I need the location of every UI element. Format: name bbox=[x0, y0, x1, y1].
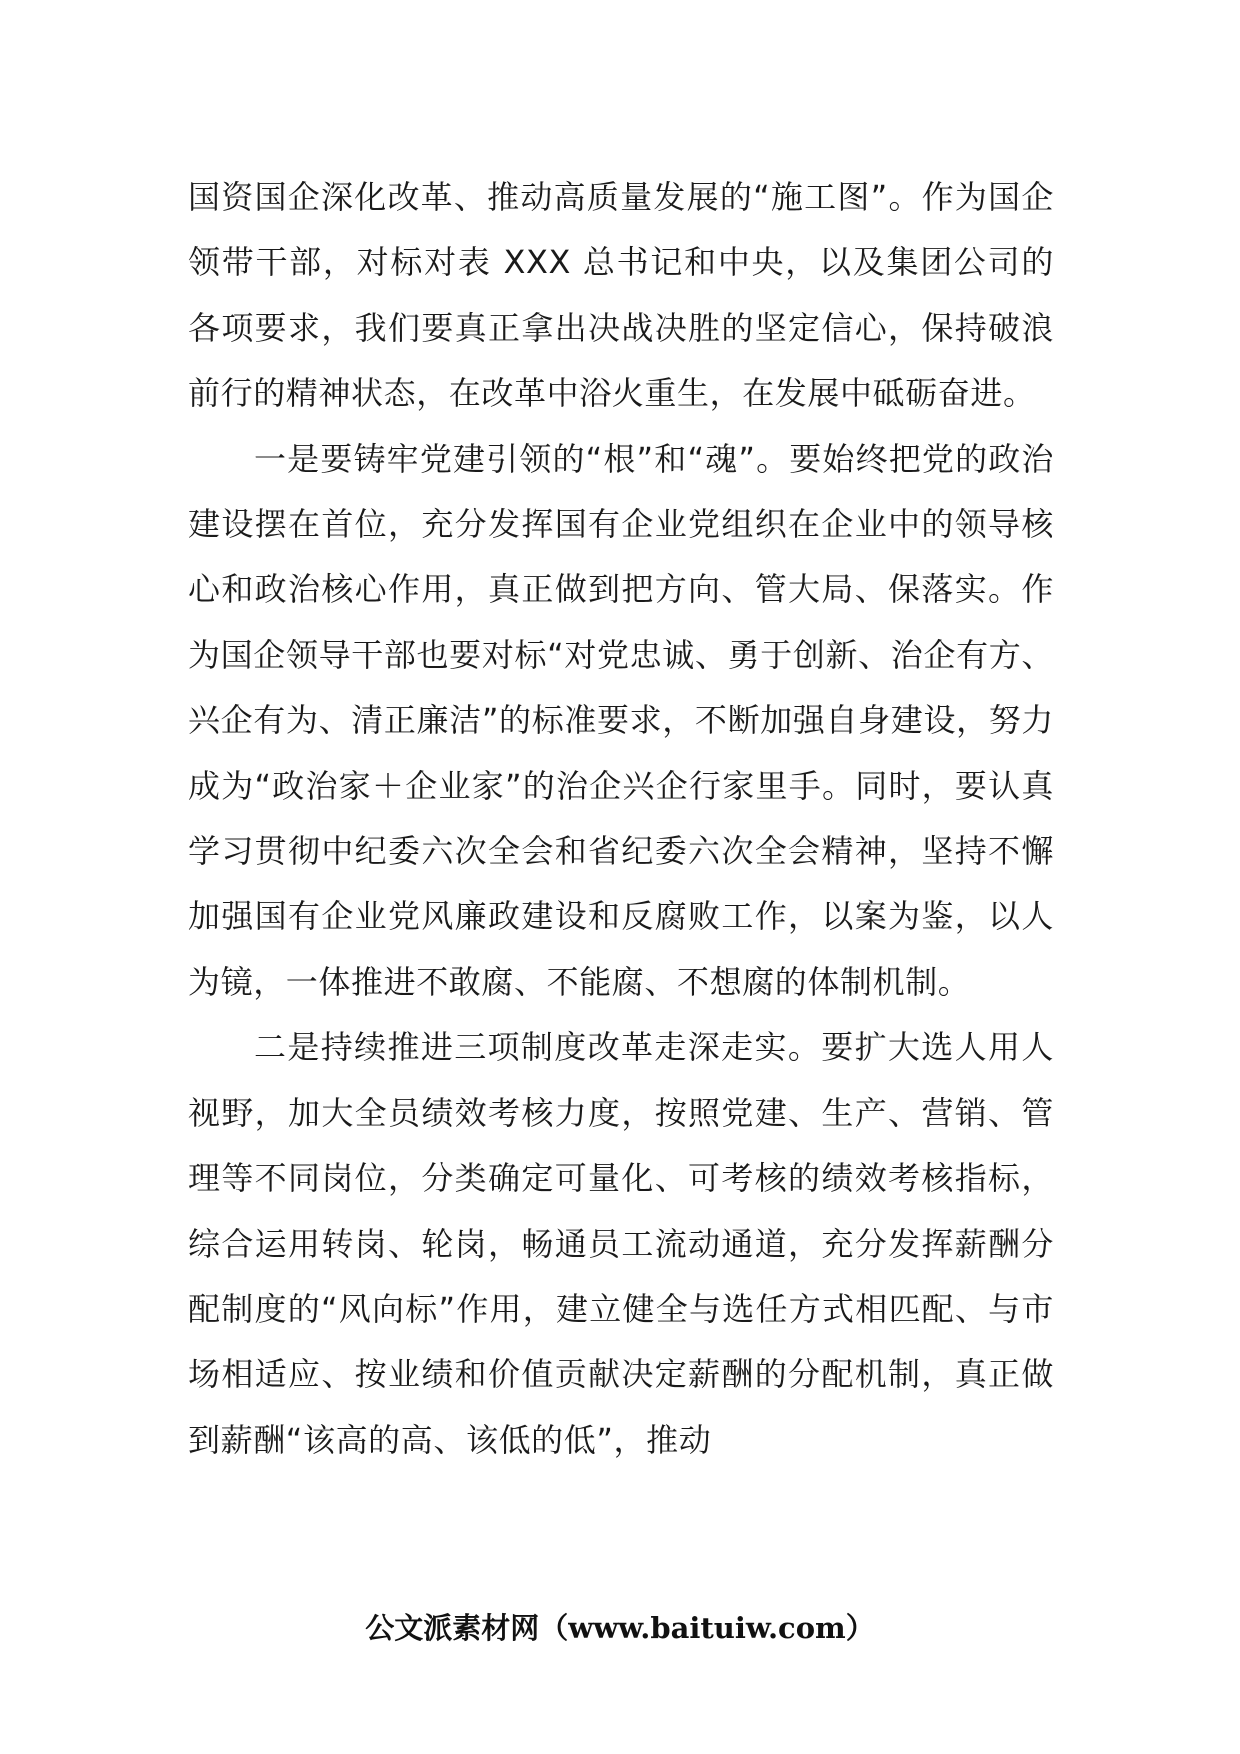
footer-watermark: 公文派素材网（www.baituiw.com） bbox=[365, 1611, 875, 1645]
paragraph-three-systems-reform: 二是持续推进三项制度改革走深走实。要扩大选人用人视野，加大全员绩效考核力度，按照党建、生产、营销、管理等不同岗位，分类确定可量化、可考核的绩效考核指标，综合运用转岗、轮岗，畅通员工流动通道，充分发挥薪酬分配制度的“风向标”作用，建立健全与选任方式相匹配、与市场相适应、按业绩和价值贡献决定薪酬的分配机制，真正做到薪酬“该高的高、该低的低”，推动 bbox=[188, 1028, 1054, 1459]
paragraph-intro: 国资国企深化改革、推动高质量发展的“施工图”。作为国企领带干部，对标对表 XXX 总书记和中央，以及集团公司的各项要求，我们要真正拿出决战决胜的坚定信心，保持破浪前行的精神状态，在改革中浴火重生，在发展中砥砺奋进。 bbox=[188, 178, 1054, 413]
document-body bbox=[188, 165, 1054, 1473]
paragraph-party-building: 一是要铸牢党建引领的“根”和“魂”。要始终把党的政治建设摆在首位，充分发挥国有企业党组织在企业中的领导核心和政治核心作用，真正做到把方向、管大局、保落实。作为国企领导干部也要对标“对党忠诚、勇于创新、治企有方、兴企有为、清正廉洁”的标准要求，不断加强自身建设，努力成为“政治家＋企业家”的治企兴企行家里手。同时，要认真学习贯彻中纪委六次全会和省纪委六次全会精神，坚持不懈加强国有企业党风廉政建设和反腐败工作，以案为鉴，以人为镜，一体推进不敢腐、不能腐、不想腐的体制机制。 bbox=[188, 439, 1054, 1001]
